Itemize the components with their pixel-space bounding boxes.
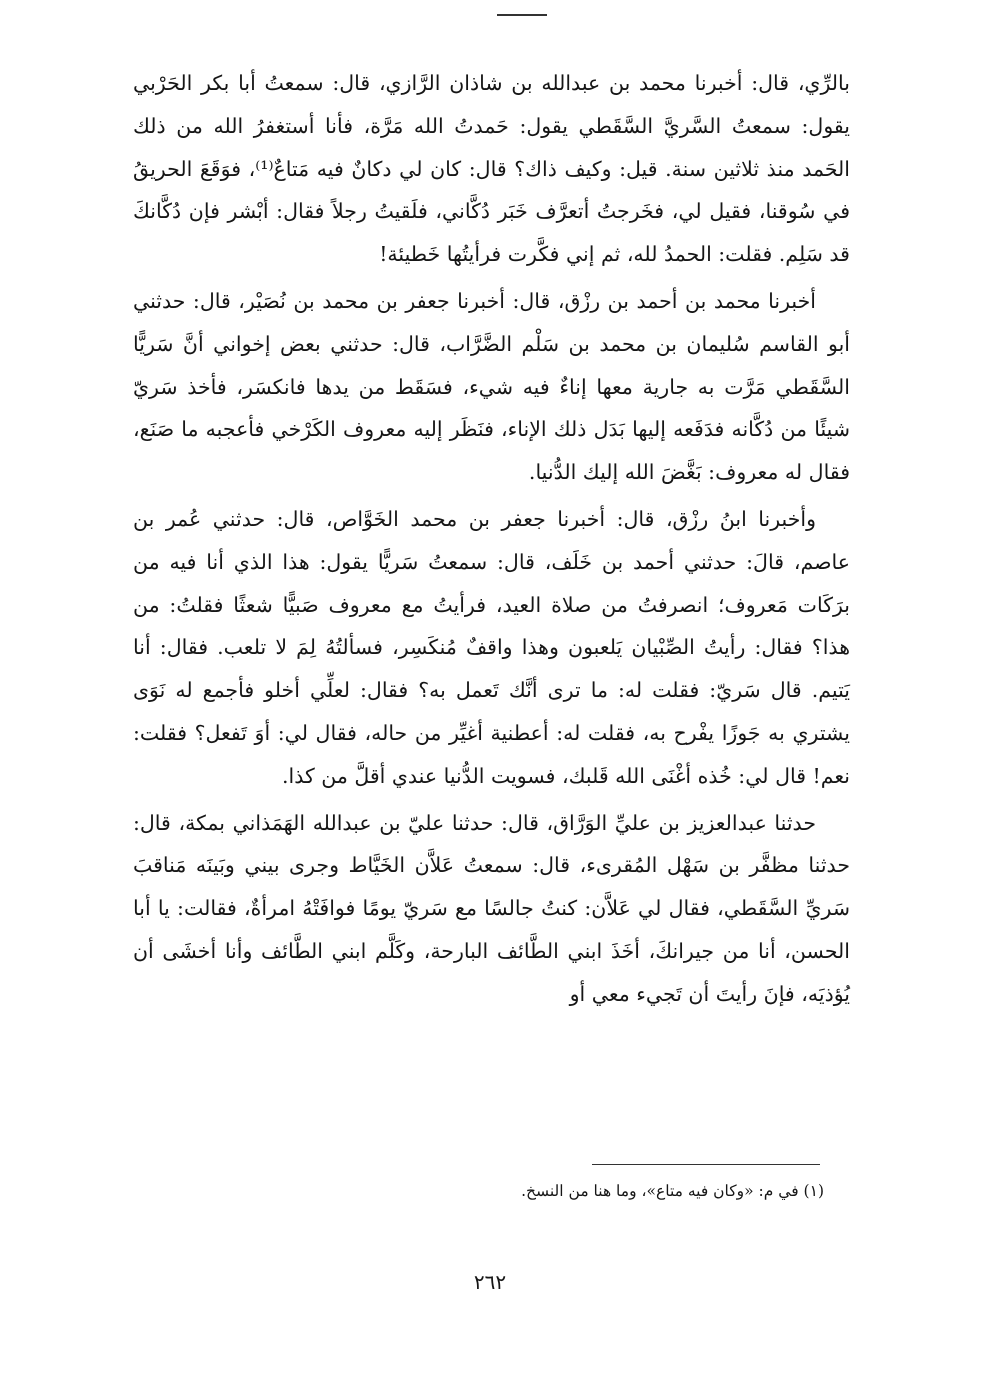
paragraph-4: حدثنا عبدالعزيز بن عليِّ الوَرَّاق، قال: حدثنا عليّ بن عبدالله الهَمَذاني بمكة، قال: حدثنا مظفَّر بن سَهْل المُقرىء، قال: سمعتُ عَلاَّن الخَيَّاط وجرى بيني وبَينَه مَناقبَ سَريِّ السَّقَطي، فقال لي عَلاَّن: كنتُ جالسًا مع سَريّ يومًا فوافَتْهُ امرأةٌ، فقالت: يا أبا الحسن، أنا من جيرانكَ، أخَذَ ابني الطَّائف البارحة، وكَلَّم ابني الطَّائف وأنا أخشَى أن يُؤذيَه، فإنَ رأيتَ أن تَجيء معي أو xyxy=(133,810,850,1006)
paragraph-1: بالرِّي، قال: أخبرنا محمد بن عبدالله بن شاذان الرَّازي، قال: سمعتُ أبا بكر الحَرْبي يقول: سمعتُ السَّريَّ السَّقَطي يقول: حَمدتُ الله مَرَّة، فأنا أستغفرُ الله من ذلك الحَمد منذ ثلاثين سنة. قيل: وكيف ذاك؟ قال: كان لي دكانٌ فيه مَتاعٌ⁽¹⁾، فوَقَعَ الحريقُ في سُوقنا، فقيل لي، فخَرجتُ أتعرَّف خَبَر دُكَّاني، فلَقيتُ رجلاً فقال: أبْشر فإن دُكَّانكَ قد سَلِم. فقلت: الحمدُ لله، ثم إني فكَّرت فرأيتُها خَطيئة! xyxy=(133,71,850,267)
paragraph-3: وأخبرنا ابنُ رزْق، قال: أخبرنا جعفر بن محمد الخَوَّاص، قال: حدثني عُمر بن عاصم، قالَ: حدثني أحمد بن خَلَف، قال: سمعتُ سَريًّا يقول: هذا الذي أنا فيه من برَكَات مَعروف؛ انصرفتُ من صلاة العيد، فرأيتُ مع معروف صَبيًّا شعثًا فقلتُ: من هذا؟ فقال: رأيتُ الصِّبْيان يَلعبون وهذا واقفٌ مُنكَسِر، فسألتُهُ لِمَ لا تلعب. فقال: أنا يَتيم. قال سَريّ: فقلت له: ما ترى أنَّك تَعمل به؟ فقال: لعلِّي أخلو فأجمع له نَوَى يشتري به جَوزًا يفْرح به، فقلت له: أعطنية أغيِّر من حاله، فقال لي: أوَ تَفعل؟ فقلت: نعم! قال لي: خُذه أغْنَى الله قَلبك، فسويت الدُّنيا عندي أقلَّ من كذا. xyxy=(133,506,850,788)
page-number: ٢٦٢ xyxy=(473,1270,507,1294)
paragraph-2: أخبرنا محمد بن أحمد بن رزْق، قال: أخبرنا جعفر بن محمد بن نُصَيْر، قال: حدثني أبو القاسم سُليمان بن محمد بن سَلْم الضَّرَّاب، قال: حدثني بعض إخواني أنَّ سَريًّا السَّقَطي مَرَّت به جارية معها إناءٌ فيه شيء، فسَقَط من يدها فانكسَر، فأخذ سَريّ شيئًا من دُكَّانه فدَفَعه إليها بَدَل ذلك الإناء، فنَظَر إليه معروف الكَرْخي فأعجبه ما صَنَع، فقال له معروف: بَغَّضَ الله إليك الدُّنيا. xyxy=(133,288,850,485)
top-rule xyxy=(497,14,547,16)
footnote: (١) في م: «وكان فيه متاع»، وما هنا من النسخ. xyxy=(521,1182,824,1200)
body-text xyxy=(133,62,850,1016)
footnote-separator xyxy=(592,1164,820,1165)
